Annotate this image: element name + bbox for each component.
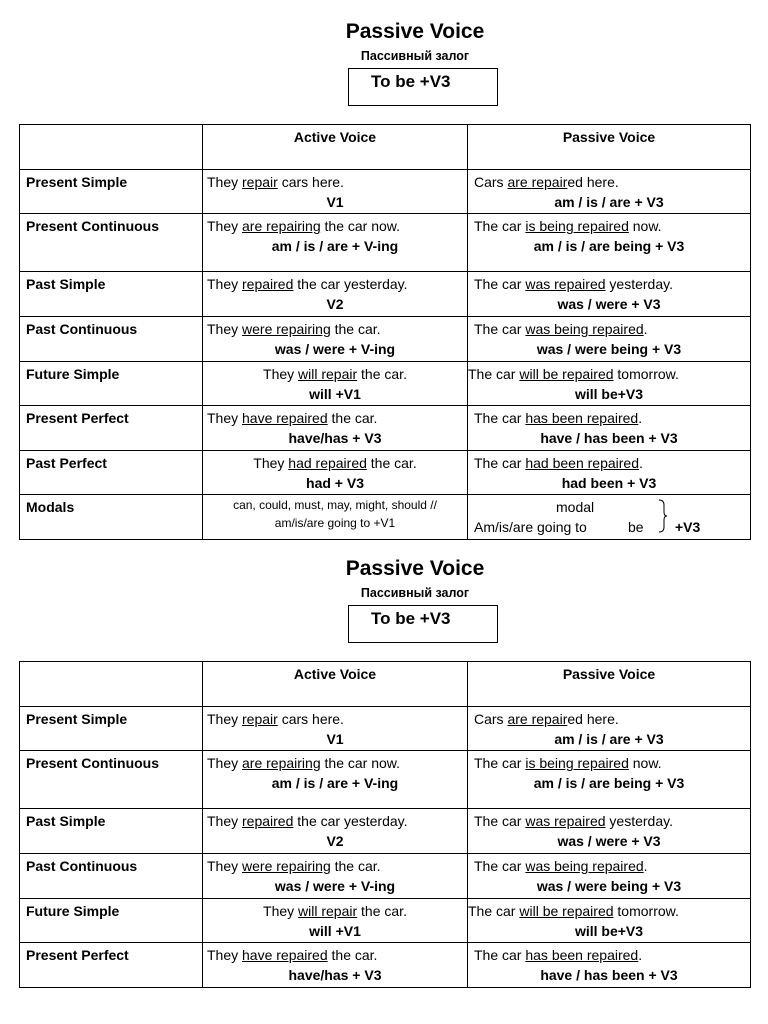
active-rule: had + V3 [306,475,364,491]
active-example [203,214,467,236]
example-text: They [263,903,299,919]
example-text: They [207,174,243,190]
table-row [20,272,751,317]
passive-cell [468,170,751,214]
table-row [20,362,751,406]
active-example [203,707,467,729]
example-text: They [207,276,243,292]
example-text: the car. [366,455,417,471]
modals-passive-v3: +V3 [675,519,701,535]
page-title: Passive Voice [345,20,485,43]
verb-underlined: was repaired [525,813,606,829]
example-text: The car [468,366,520,382]
active-example [203,854,467,876]
example-text: Cars [474,711,508,727]
passive-cell [468,854,751,899]
example-text: cars here. [277,711,344,727]
passive-cell [468,751,751,809]
active-example [203,899,467,921]
modals-passive-modal: modal [556,499,595,515]
passive-example [468,751,750,773]
example-text: the car. [357,903,407,919]
header-active-voice: Active Voice [203,125,468,170]
active-rule: was / were + V-ing [274,878,396,894]
verb-underlined: is being repaired [525,218,629,234]
example-text: yesterday. [605,813,673,829]
formula-box [348,68,498,106]
example-text: The car [474,755,526,771]
active-example [203,362,467,384]
tense-cell: Past Continuous [20,854,203,899]
active-cell [203,272,468,317]
example-text: They [207,410,243,426]
example-text: The car [474,218,526,234]
example-text: the car. [327,410,378,426]
verb-underlined: repair [242,711,278,727]
header-empty-cell [20,662,203,707]
example-text: the car. [357,366,407,382]
passive-rule: will be+V3 [574,923,644,939]
formula-box [348,605,498,643]
tense-cell: Present Simple [20,707,203,751]
passive-rule: will be+V3 [574,386,644,402]
active-rule: was / were + V-ing [274,341,396,357]
passive-cell [468,943,751,988]
passive-rule: was / were being + V3 [536,341,682,357]
active-rule: V1 [326,731,344,747]
example-text: They [253,455,289,471]
example-text: They [207,858,243,874]
verb-underlined: have repaired [242,410,328,426]
passive-example [468,899,750,921]
active-rule: will +V1 [309,386,361,402]
passive-rule: was / were + V3 [557,296,661,312]
active-cell [203,495,468,540]
verb-underlined: will repair [298,903,358,919]
passive-example [468,362,750,384]
passive-example [468,214,750,236]
passive-example [468,406,750,428]
verb-underlined: was repaired [525,276,606,292]
passive-example [468,707,750,729]
active-cell [203,707,468,751]
header-active-voice: Active Voice [203,662,468,707]
example-text: the car now. [320,755,401,771]
passive-example [468,317,750,339]
tense-cell: Present Perfect [20,406,203,451]
tense-cell: Past Simple [20,809,203,854]
verb-underlined: repaired [242,813,294,829]
table-header-row [20,125,751,170]
example-text: They [207,321,243,337]
modals-passive-going-to: Am/is/are going to [474,519,587,535]
example-text: the car. [330,858,381,874]
verb-underlined: repaired [242,276,294,292]
verb-underlined: repair [242,174,278,190]
example-text: They [207,711,243,727]
table-row [20,707,751,751]
passive-cell [468,495,751,540]
passive-rule: am / is / are + V3 [554,731,664,747]
example-text: the car now. [320,218,401,234]
modals-passive-be: be [628,519,644,535]
passive-example [468,809,750,831]
example-text: yesterday. [605,276,673,292]
example-text: The car [474,321,526,337]
active-cell [203,451,468,495]
active-example [203,809,467,831]
passive-cell [468,406,751,451]
modals-active-line1: can, could, must, may, might, should // [233,498,437,512]
verb-underlined: was being repaired [525,321,644,337]
verb-underlined: are repair [507,711,568,727]
active-rule: will +V1 [309,923,361,939]
active-rule: V2 [326,296,344,312]
verb-underlined: has been repaired [525,410,639,426]
tense-cell: Past Continuous [20,317,203,362]
example-text: They [207,218,243,234]
formula-text: To be +V3 [371,72,451,91]
tense-cell: Present Perfect [20,943,203,988]
grammar-table [19,124,751,540]
passive-cell [468,317,751,362]
verb-underlined: will be repaired [519,366,614,382]
tense-cell: Past Perfect [20,451,203,495]
example-text: They [207,947,243,963]
passive-cell [468,809,751,854]
example-text: The car [468,903,520,919]
example-text: They [263,366,299,382]
table-header-row [20,662,751,707]
active-cell [203,854,468,899]
formula-text: To be +V3 [371,609,451,628]
table-row [20,170,751,214]
example-text: the car. [330,321,381,337]
verb-underlined: are repairing [242,755,321,771]
active-example [203,406,467,428]
page-subtitle: Пассивный залог [360,586,470,600]
verb-underlined: will repair [298,366,358,382]
example-text: the car yesterday. [293,813,408,829]
passive-example [468,170,750,192]
table-row [20,809,751,854]
verb-underlined: was being repaired [525,858,644,874]
verb-underlined: were repairing [242,321,331,337]
example-text: . [643,858,648,874]
modals-active-line2: am/is/are going to +V1 [274,516,396,530]
tense-cell: Present Continuous [20,751,203,809]
active-cell [203,214,468,272]
example-text: ed here. [567,174,619,190]
verb-underlined: have repaired [242,947,328,963]
example-text: the car yesterday. [293,276,408,292]
active-rule: am / is / are + V-ing [271,775,399,791]
example-text: cars here. [277,174,344,190]
example-text: . [638,947,643,963]
passive-rule: have / has been + V3 [540,967,678,983]
example-text: now. [628,218,662,234]
example-text: The car [474,947,526,963]
example-text: They [207,813,243,829]
example-text: tomorrow. [613,366,679,382]
tense-cell: Modals [20,495,203,540]
tense-cell: Future Simple [20,899,203,943]
table-row [20,214,751,272]
header-empty-cell [20,125,203,170]
passive-cell [468,272,751,317]
passive-rule: have / has been + V3 [540,430,678,446]
active-example [203,943,467,965]
passive-rule: was / were being + V3 [536,878,682,894]
active-cell [203,899,468,943]
active-cell [203,317,468,362]
grammar-table [19,661,751,988]
active-cell [203,943,468,988]
example-text: ed here. [567,711,619,727]
example-text: . [638,410,643,426]
example-text: the car. [327,947,378,963]
curly-brace-icon [658,499,668,533]
header-passive-voice: Passive Voice [468,125,751,170]
example-text: tomorrow. [613,903,679,919]
table-row [20,451,751,495]
modals-passive-rule [468,495,750,537]
table-row [20,943,751,988]
active-cell [203,751,468,809]
example-text: . [643,321,648,337]
passive-cell [468,707,751,751]
verb-underlined: has been repaired [525,947,639,963]
active-cell [203,809,468,854]
active-rule: have/has + V3 [288,967,382,983]
passive-example [468,272,750,294]
verb-underlined: is being repaired [525,755,629,771]
passive-example [468,854,750,876]
verb-underlined: are repairing [242,218,321,234]
active-rule: V2 [326,833,344,849]
verb-underlined: had repaired [288,455,367,471]
tense-cell: Present Simple [20,170,203,214]
table-row [20,899,751,943]
passive-rule: had been + V3 [561,475,657,491]
header-passive-voice: Passive Voice [468,662,751,707]
passive-example [468,451,750,473]
active-example [203,170,467,192]
example-text: They [207,755,243,771]
example-text: The car [474,276,526,292]
active-cell [203,170,468,214]
passive-cell [468,451,751,495]
example-text: . [639,455,643,471]
active-example [203,272,467,294]
passive-cell [468,214,751,272]
passive-cell [468,899,751,943]
active-example [203,751,467,773]
active-rule: am / is / are + V-ing [271,238,399,254]
tense-cell: Future Simple [20,362,203,406]
passive-rule: was / were + V3 [557,833,661,849]
passive-example [468,943,750,965]
passive-rule: am / is / are + V3 [554,194,664,210]
verb-underlined: are repair [507,174,568,190]
table-row [20,317,751,362]
example-text: Cars [474,174,508,190]
example-text: The car [474,858,526,874]
page-subtitle: Пассивный залог [360,49,470,63]
tense-cell: Present Continuous [20,214,203,272]
active-example [203,451,467,473]
page-title: Passive Voice [345,557,485,580]
passive-cell [468,362,751,406]
verb-underlined: will be repaired [519,903,614,919]
active-cell [203,362,468,406]
active-cell [203,406,468,451]
active-rule: V1 [326,194,344,210]
passive-rule: am / is / are being + V3 [533,238,685,254]
example-text: now. [628,755,662,771]
example-text: The car [474,410,526,426]
verb-underlined: were repairing [242,858,331,874]
passive-rule: am / is / are being + V3 [533,775,685,791]
example-text: The car [474,813,526,829]
table-row [20,406,751,451]
table-row [20,854,751,899]
table-row-modals [20,495,751,540]
active-rule: have/has + V3 [288,430,382,446]
example-text: The car [474,455,526,471]
table-row [20,751,751,809]
tense-cell: Past Simple [20,272,203,317]
active-example [203,317,467,339]
verb-underlined: had been repaired [525,455,640,471]
